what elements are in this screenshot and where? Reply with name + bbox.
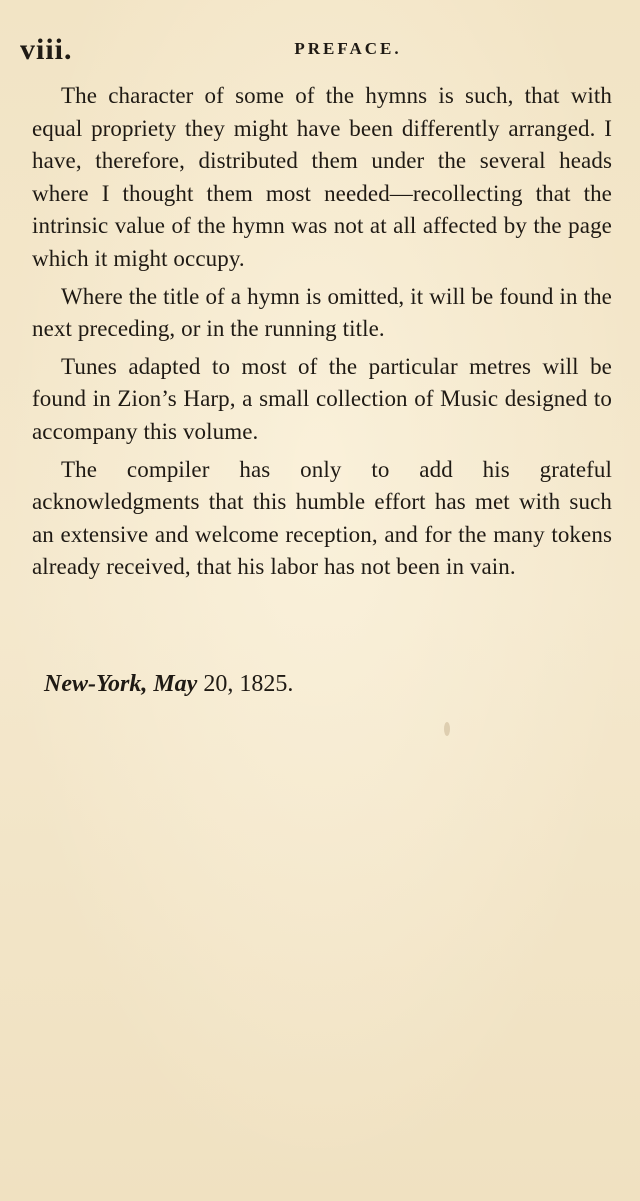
paragraph-omitted-titles: Where the title of a hymn is omitted, it will be found in the next preceding, or in the running title. bbox=[32, 283, 612, 342]
paragraph-acknowledgments: The compiler has only to add his grateful acknowledgments that this humble effort has met with such an extensive and welcome reception, and for the many tokens already received, that his labor has not been in vain. bbox=[32, 456, 612, 580]
running-head: PREFACE. bbox=[294, 39, 402, 58]
paragraph-tunes: Tunes adapted to most of the particular metres will be found in Zion’s Harp, a small collection of Music designed to accompany this volume. bbox=[32, 353, 612, 444]
paragraph-hymn-arrangement: The character of some of the hymns is such, that with equal propriety they might have been differently arranged. I have, therefore, distributed them under the several heads where I thought them most needed—recollecting that the intrinsic value of the hymn was not at all affected by the page which it might occupy. bbox=[32, 83, 612, 271]
preface-body bbox=[32, 80, 612, 589]
page-header bbox=[20, 34, 620, 66]
dateline-place: New-York, bbox=[44, 671, 148, 697]
dateline bbox=[44, 668, 293, 700]
dateline-month: May bbox=[153, 671, 198, 697]
dateline-date: 20, 1825. bbox=[203, 671, 294, 697]
paper-blemish bbox=[444, 722, 450, 736]
page-number: viii. bbox=[20, 33, 73, 66]
